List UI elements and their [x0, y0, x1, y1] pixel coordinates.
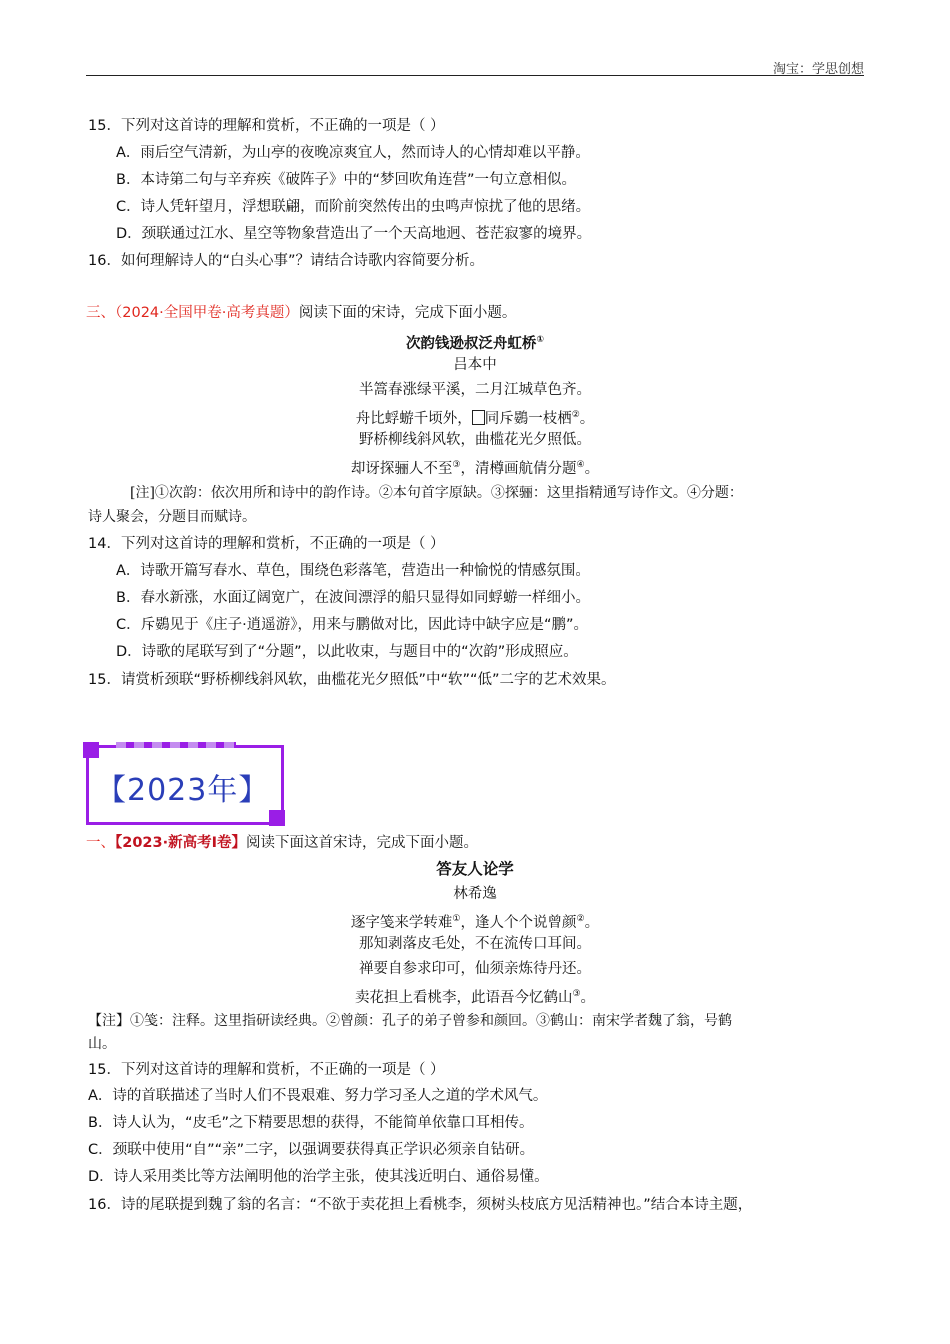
section-intro — [86, 303, 516, 323]
q15-option-c: C．诗人凭轩望月，浮想联翩，而阶前突然传出的虫鸣声惊扰了他的思绪。 — [116, 199, 591, 215]
q15-option-a: A．雨后空气清新，为山亭的夜晚凉爽宜人，然而诗人的心情却难以平静。 — [116, 145, 590, 161]
q15c-option-a: A．诗的首联描述了当时人们不畏艰难、努力学习圣人之道的学术风气。 — [88, 1088, 548, 1104]
section-intro — [86, 833, 478, 853]
exam-source: 【2023·新高考Ⅰ卷】 — [115, 835, 247, 851]
poem-author: 林希逸 — [453, 886, 497, 902]
poem-note: 【注】①笺：注释。这里指研读经典。②曾颜：孔子的弟子曾参和颜回。③鹤山：南宋学者魏了翁，号鹤 — [88, 1013, 732, 1029]
poem-line: 禅要自参求印可，仙须亲炼待丹还。 — [359, 961, 591, 977]
q15c-option-b: B．诗人认为，“皮毛”之下精要思想的获得，不能简单依靠口耳相传。 — [88, 1115, 534, 1131]
year-corner-decoration — [83, 742, 99, 758]
poem-title: 答友人论学 — [436, 860, 514, 878]
section-number: 一、 — [86, 835, 115, 851]
poem-line: 野桥柳线斜风软，曲槛花光夕照低。 — [359, 432, 591, 448]
poem-note-cont: 山。 — [88, 1036, 116, 1052]
q14-option-a: A．诗歌开篇写春水、草色，围绕色彩落笔，营造出一种愉悦的情感氛围。 — [116, 563, 590, 579]
poem-line: 半篙春涨绿平溪，二月江城草色齐。 — [359, 382, 591, 398]
poem-note: [注]①次韵：依次用所和诗中的韵作诗。②本句首字原缺。③探骊：这里指精通写诗作文。④分题： — [130, 485, 743, 501]
question-16: 16．如何理解诗人的“白头心事”？请结合诗歌内容简要分析。 — [88, 253, 484, 269]
exam-source: （2024·全国甲卷·高考真题） — [115, 305, 299, 321]
q14-option-d: D．诗歌的尾联写到了“分题”，以此收束，与题目中的“次韵”形成照应。 — [116, 644, 578, 660]
poem-author: 吕本中 — [453, 357, 497, 373]
year-corner-decoration — [269, 810, 285, 826]
intro-text: 阅读下面这首宋诗，完成下面小题。 — [246, 835, 479, 851]
q15-option-d: D．颈联通过江水、星空等物象营造出了一个天高地迥、苍茫寂寥的境界。 — [116, 226, 592, 242]
q14-option-b: B．春水新涨，水面辽阔宽广，在波间漂浮的船只显得如同蜉蝣一样细小。 — [116, 590, 590, 606]
poem-line: 逐字笺来学转难①，逢人个个说曾颜②。 — [350, 914, 600, 931]
q15c-option-c: C．颈联中使用“自”“亲”二字，以强调要获得真正学识必须亲自钻研。 — [88, 1142, 535, 1158]
header-rule — [86, 75, 864, 76]
header-brand: 淘宝：学思创想 — [772, 62, 864, 77]
question-15c: 15．下列对这首诗的理解和赏析，不正确的一项是（ ） — [88, 1062, 445, 1078]
missing-character-box — [472, 410, 485, 425]
question-14: 14．下列对这首诗的理解和赏析，不正确的一项是（ ） — [88, 536, 445, 552]
poem-line: 却讶探骊人不至③，清樽画航倩分题④。 — [350, 460, 600, 477]
question-15b: 15．请赏析颈联“野桥柳线斜风软，曲槛花光夕照低”中“软”“低”二字的艺术效果。 — [88, 672, 616, 688]
poem-line: 舟比蜉蝣千顷外， 同斥鷃一枝栖②。 — [355, 410, 595, 427]
question-15: 15．下列对这首诗的理解和赏析，不正确的一项是（ ） — [88, 118, 445, 134]
poem-line: 卖花担上看桃李，此语吾今忆鹤山③。 — [354, 989, 596, 1006]
section-number: 三、 — [86, 305, 115, 321]
question-16c: 16．诗的尾联提到魏了翁的名言：“不欲于卖花担上看桃李，须树头枝底方见活精神也。”结合本诗主题， — [88, 1197, 753, 1213]
year-banner — [86, 745, 282, 823]
poem-line: 那知剥落皮毛处，不在流传口耳间。 — [359, 936, 591, 952]
intro-text: 阅读下面的宋诗，完成下面小题。 — [298, 305, 517, 321]
q14-option-c: C．斥鷃见于《庄子·逍遥游》，用来与鹏做对比，因此诗中缺字应是“鹏”。 — [116, 617, 589, 633]
year-label: 【2023年】 — [96, 773, 270, 808]
q15-option-b: B．本诗第二句与辛弃疾《破阵子》中的“梦回吹角连营”一句立意相似。 — [116, 172, 576, 188]
year-topbar-decoration — [116, 742, 236, 748]
poem-title: 次韵钱逊叔泛舟虹桥① — [405, 335, 545, 352]
poem-note-cont: 诗人聚会，分题目而赋诗。 — [88, 509, 256, 525]
q15c-option-d: D．诗人采用类比等方法阐明他的治学主张，使其浅近明白、通俗易懂。 — [88, 1169, 549, 1185]
